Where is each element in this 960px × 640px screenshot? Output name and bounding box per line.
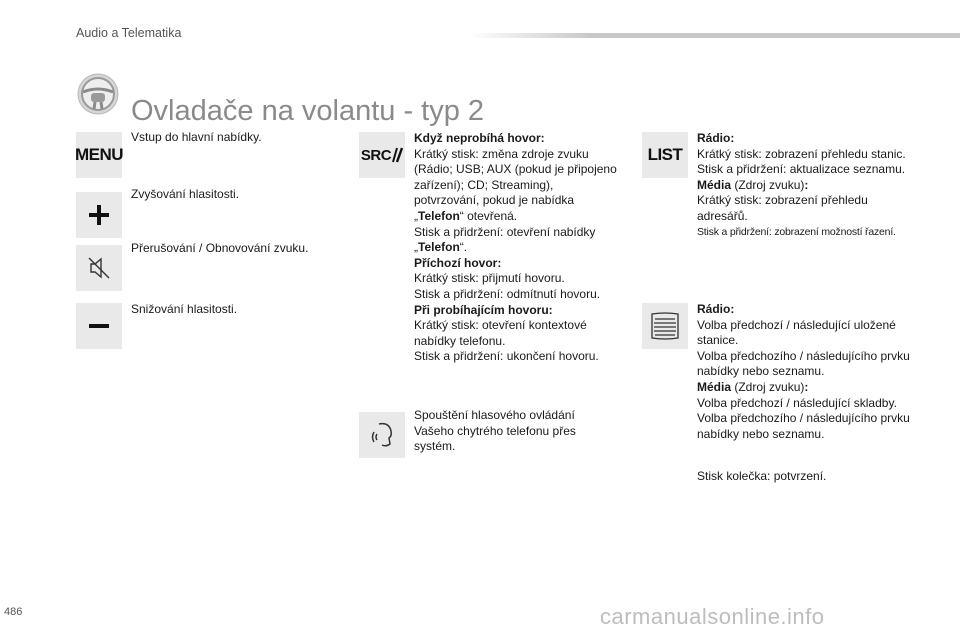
- watermark: carmanualsonline.info: [600, 604, 825, 629]
- volume-down-icon: [76, 303, 122, 349]
- page-number: 486: [4, 606, 23, 618]
- wheel-press-description: Stisk kolečka: potvrzení.: [697, 469, 827, 483]
- page-title: Ovladače na volantu - typ 2: [131, 95, 485, 128]
- menu-icon-label: MENU: [74, 145, 124, 164]
- volume-up-icon: [76, 192, 122, 238]
- src-icon-label: SRC: [360, 146, 392, 164]
- volume-down-description: Snižování hlasitosti.: [131, 302, 238, 316]
- scroll-wheel-icon: [642, 303, 688, 349]
- menu-button-icon: [76, 132, 122, 178]
- voice-head-icon: [367, 420, 397, 450]
- list-icon-label: LIST: [647, 145, 683, 164]
- section-header: Audio a Telematika: [76, 26, 182, 40]
- wheel-lines-icon: [649, 311, 681, 341]
- phone-slash-icon: [391, 147, 403, 163]
- mute-description: Přerušování / Obnovování zvuku.: [131, 241, 309, 255]
- wheel-description: Rádio: Volba předchozí / následující uložené stanice. Volba předchozího / následujícího prvku nabídky nebo seznamu. Média (Zdroj zvuku): Volba předchozí / následující skladby. Volba předchozího / následujícího prvku nabídky nebo seznamu.: [697, 302, 910, 441]
- menu-description: Vstup do hlavní nabídky.: [131, 130, 262, 144]
- voice-description: Spouštění hlasového ovládání Vašeho chytrého telefonu přes systém.: [414, 408, 576, 454]
- steering-wheel-icon: [76, 72, 120, 116]
- list-description: Rádio: Krátký stisk: zobrazení přehledu stanic. Stisk a přidržení: aktualizace seznamu. Média (Zdroj zvuku): Krátký stisk: zobrazení přehledu adresářů. Stisk a přidržení: zobrazení možností řazení.: [697, 131, 906, 238]
- minus-icon: [87, 314, 111, 338]
- header-bar: [468, 33, 960, 38]
- src-description: Když neprobíhá hovor: Krátký stisk: změna zdroje zvuku (Rádio; USB; AUX (pokud je připojeno zařízení); CD; Streaming), potvrzování, pokud je nabídka „Telefon“ otevřená. Stisk a přidržení: otevření nabídky „Telefon“. Příchozí hovor: Krátký stisk: přijmutí hovoru. Stisk a přidržení: odmítnutí hovoru. Při probíhajícím hovoru: Krátký stisk: otevření kontextové nabídky telefonu. Stisk a přidržení: ukončení hovoru.: [414, 131, 617, 364]
- plus-icon: [87, 203, 111, 227]
- volume-up-description: Zvyšování hlasitosti.: [131, 187, 240, 201]
- speaker-muted-icon: [85, 254, 113, 282]
- list-button-icon: [642, 132, 688, 178]
- mute-icon: [76, 245, 122, 291]
- voice-command-icon: [359, 412, 405, 458]
- src-button-icon: [359, 132, 405, 178]
